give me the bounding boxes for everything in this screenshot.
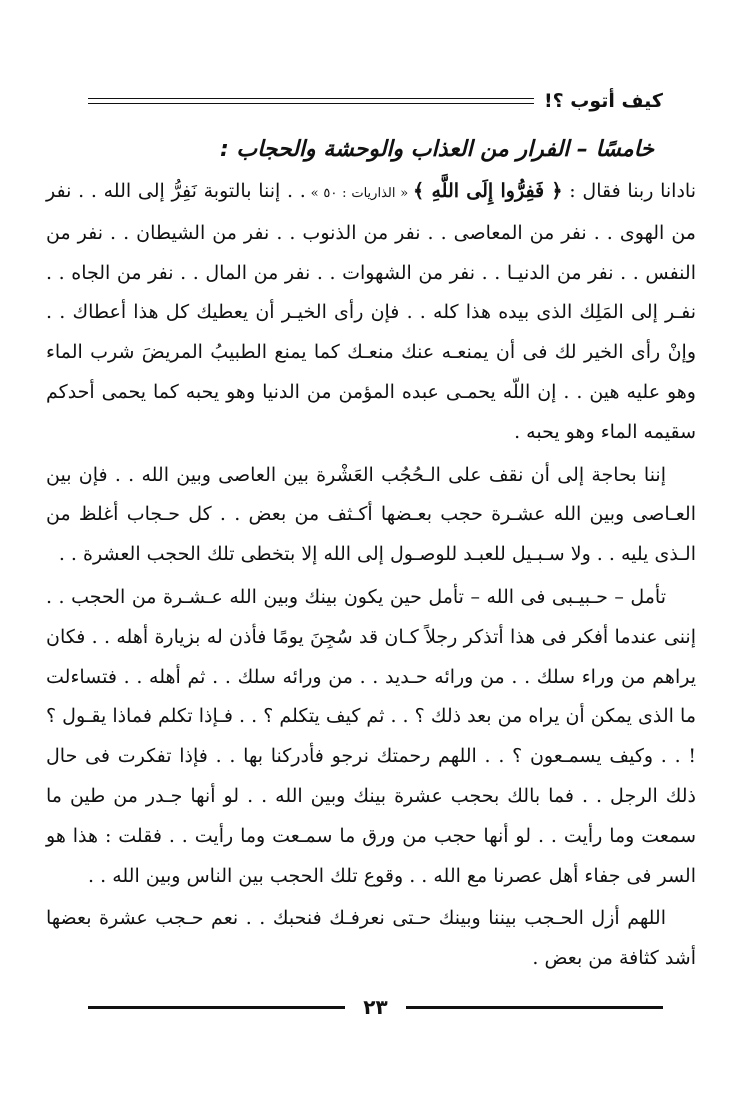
paragraph-3: تأمل – حـبيـبى فى الله – تأمل حين يكون بينك وبين الله عـشـرة من الحجب . . إننى عندما أفكر فى هذا أتذكر رجلاً كـان قد سُجِنَ يومًا فأذن له بزيارة أهله . . فكان يراهم من وراء سلك . . من ورائه حـديد . . من ورائه سلك . . ثم أهله . . فتساءلت ما الذى يمكن أن يراه من بعد ذلك ؟ . . ثم كيف يتكلم ؟ . . فـإذا تكلم فماذا يقـول ؟ ! . . وكيف يسمـعون ؟ . . اللهم رحمتك نرجو فأدركنا بها . . فإذا تفكرت فى حال ذلك الرجل . . فما بالك بحجب عشرة بينك وبين الله . . لو أنها جـدر من طين ما سمعت وما رأيت . . لو أنها حجب من ورق ما سمـعت وما رأيت . . فقلت : هذا هو السر فى جفاء أهل عصرنا مع الله . . وقوع تلك الحجب بين الناس وبين الله . . <box>46 585 696 887</box>
body-text <box>46 172 696 979</box>
paragraph-1 <box>46 172 696 453</box>
paragraph-2: إننا بحاجة إلى أن نقف على الـحُجُب العَشْرة بين العاصى وبين الله . . فإن بين العـاصى وبين الله عشـرة حجب بعـضها أكـثف من بعض . . كل حـجاب أغلظ من الـذى يليه . . ولا سـبـيل للعبـد للوصـول إلى الله إلا بتخطى تلك الحجب العشرة . . <box>46 463 696 566</box>
page-number: ٢٣ <box>363 995 388 1019</box>
running-title: كيف أتوب ؟! <box>543 90 663 112</box>
paragraph-1-text: . . إننا بالتوبة نَفِرُّ إلى الله . . نفر من الهوى . . نفر من المعاصى . . نفر من الذنوب . . نفر من الشيطان . . نفر من النفس . . نفر من الدنيـا . . نفر من الشهوات . . نفر من المال . . نفر من الجاه . . نفـر إلى المَلِك الذى بيده هذا كله . . فإن رأى الخيـر أن يعطيك كل هذا أعطاك . . وإنْ رأى الخير لك فى أن يمنعـه عنك منعـك كما يمنع الطبيبُ المريضَ شرب الماء وهو عليه هين . . إن اللّه يحمـى عبده المؤمن من الدنيا وهو يحبه كما يحمى أحدكم سقيمه الماء وهو يحبه . <box>46 180 696 443</box>
running-header <box>88 86 663 116</box>
paragraph-1-intro: نادانا ربنا فقال : <box>562 180 696 202</box>
paragraph-4: اللهم أزل الحـجب بيننا وبينك حـتى نعرفـك فنحبك . . نعم حـجب عشرة بعضها أشد كثافة من بعض . <box>46 907 696 970</box>
section-heading: خامسًا – الفرار من العذاب والوحشة والحجاب : <box>219 137 654 162</box>
page-footer <box>88 994 663 1020</box>
header-rule <box>88 98 534 104</box>
footer-rule-left <box>88 1006 345 1009</box>
footer-rule-right <box>406 1006 663 1009</box>
verse-reference: « الذاريات : ٥٠ » <box>305 186 414 201</box>
quran-verse: ﴿ فَفِرُّوا إِلَى اللَّهِ ﴾ <box>413 180 563 202</box>
